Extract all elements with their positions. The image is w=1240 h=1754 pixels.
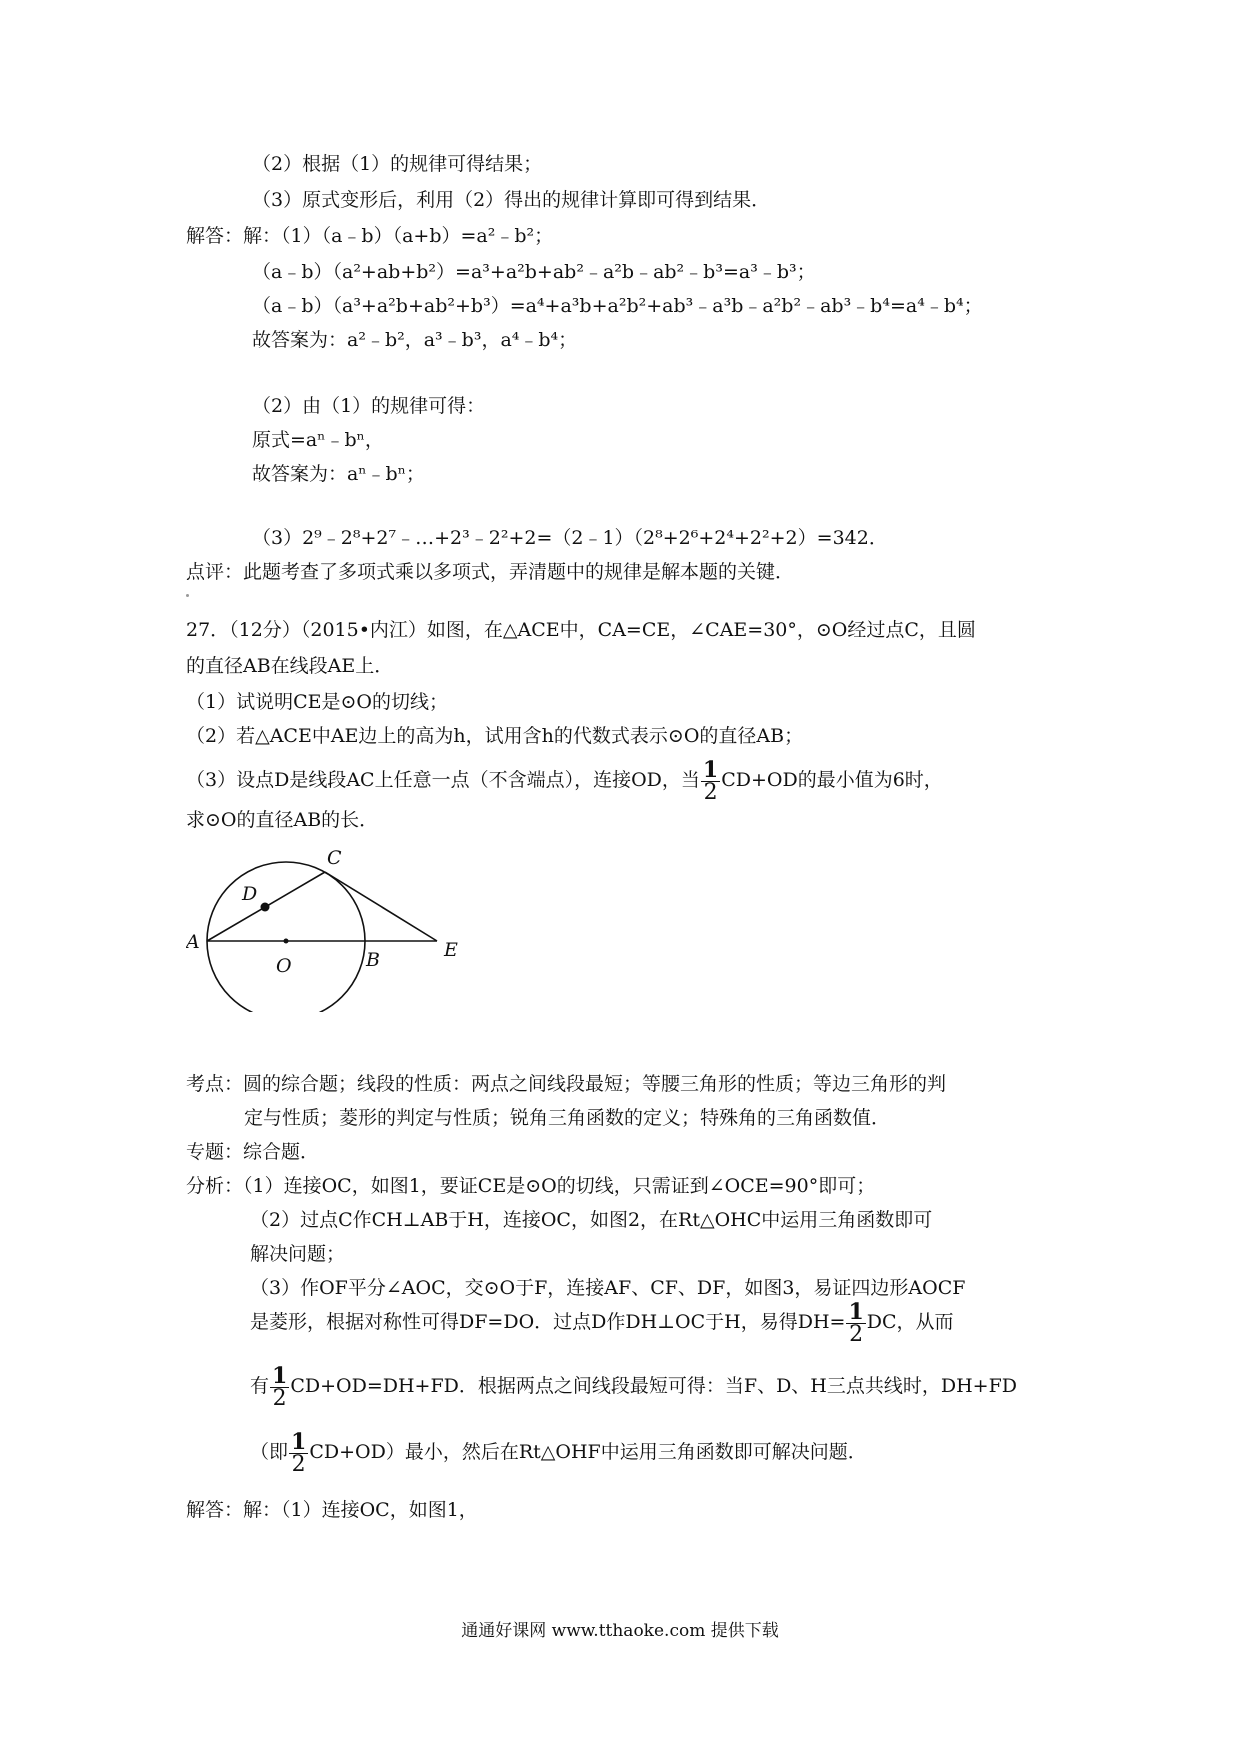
segment-ce bbox=[325, 872, 437, 941]
question-1: （1）试说明CE是⊙O的切线； bbox=[186, 691, 448, 713]
answer-2c: 故答案为：aⁿ﹣bⁿ； bbox=[252, 463, 425, 485]
fenxi-3c-pre: 有 bbox=[250, 1375, 270, 1397]
label-d: D bbox=[242, 883, 258, 905]
fenxi-block bbox=[186, 1174, 875, 1198]
circle-o bbox=[207, 862, 365, 1012]
stray-mark bbox=[186, 594, 189, 597]
answer-1d: 故答案为：a²﹣b²，a³﹣b³，a⁴﹣b⁴； bbox=[252, 329, 578, 351]
answer-1b: （a﹣b）（a²+ab+b²）=a³+a²b+ab²﹣a²b﹣ab²﹣b³=a³﹣b³； bbox=[252, 261, 816, 283]
problem-stem-line-1: 27．（12分）（2015•内江）如图，在△ACE中，CA=CE，∠CAE=30°，⊙O经过点C，且圆 bbox=[186, 619, 976, 641]
geometry-figure bbox=[186, 812, 486, 1012]
fenxi-line-1: （1）连接OC，如图1，要证CE是⊙O的切线，只需证到∠OCE=90°即可； bbox=[243, 1175, 876, 1197]
fraction-half bbox=[289, 1428, 308, 1477]
page-footer: 通通好课网 www.tthaoke.com 提供下载 bbox=[461, 1621, 779, 1641]
point-o bbox=[284, 939, 289, 944]
answer-1a: 解：（1）（a﹣b）（a+b）=a²﹣b²； bbox=[243, 225, 554, 247]
kaodian-line-1: 圆的综合题；线段的性质：两点之间线段最短；等腰三角形的性质；等边三角形的判 bbox=[243, 1073, 947, 1095]
problem-stem-line-2: 的直径AB在线段AE上． bbox=[186, 655, 394, 677]
point-d bbox=[261, 903, 270, 912]
zhuanti-block bbox=[186, 1140, 319, 1164]
fenxi-line-2b: 解决问题； bbox=[250, 1243, 346, 1265]
fraction-denominator: 2 bbox=[291, 1451, 306, 1477]
question-3 bbox=[186, 756, 943, 804]
fenxi-3d-pre: （即 bbox=[250, 1441, 289, 1463]
fenxi-3b-pre: 是菱形，根据对称性可得DF=DO．过点D作DH⊥OC于H，易得DH= bbox=[250, 1311, 846, 1333]
fraction-numerator: 1 bbox=[291, 1428, 307, 1455]
zhuanti-text: 综合题． bbox=[243, 1141, 320, 1163]
answer-label: 解答： bbox=[186, 225, 244, 247]
fenxi-3c-post: CD+OD=DH+FD．根据两点之间线段最短可得：当F、D、H三点共线时，DH+FD bbox=[290, 1375, 1018, 1397]
kaodian-line-2: 定与性质；菱形的判定与性质；锐角三角函数的定义；特殊角的三角函数值． bbox=[244, 1107, 891, 1129]
fenxi-line-3a: （3）作OF平分∠AOC，交⊙O于F，连接AF、CF、DF，如图3，易证四边形AOCF bbox=[250, 1277, 966, 1299]
label-a: A bbox=[186, 931, 200, 953]
label-e: E bbox=[444, 939, 458, 961]
question-3-end: 求⊙O的直径AB的长． bbox=[186, 809, 379, 831]
fraction-numerator: 1 bbox=[272, 1362, 288, 1389]
label-b: B bbox=[366, 949, 380, 971]
comment-text: 此题考查了多项式乘以多项式，弄清题中的规律是解本题的关键． bbox=[243, 561, 795, 583]
kaodian-label: 考点： bbox=[186, 1073, 244, 1095]
kaodian-block bbox=[186, 1072, 946, 1096]
fraction-numerator: 1 bbox=[702, 756, 719, 783]
fraction-numerator: 1 bbox=[848, 1298, 864, 1325]
answer-2b: 原式=aⁿ﹣bⁿ， bbox=[252, 429, 384, 451]
comment-block bbox=[186, 560, 794, 584]
fenxi-3b-post: DC，从而 bbox=[866, 1311, 954, 1333]
analysis-step-2: （2）根据（1）的规律可得结果； bbox=[252, 153, 543, 175]
question-2: （2）若△ACE中AE边上的高为h，试用含h的代数式表示⊙O的直径AB； bbox=[186, 725, 804, 747]
answer-1c: （a﹣b）（a³+a²b+ab²+b³）=a⁴+a³b+a²b²+ab³﹣a³b﹣a²b²﹣ab³﹣b⁴=a⁴﹣b⁴； bbox=[252, 295, 983, 317]
fenxi-line-2a: （2）过点C作CH⊥AB于H，连接OC，如图2，在Rt△OHC中运用三角函数即可 bbox=[250, 1209, 933, 1231]
fenxi-line-3c bbox=[250, 1362, 1017, 1410]
fraction-half bbox=[846, 1298, 865, 1347]
answer-block bbox=[186, 224, 553, 248]
fraction-half bbox=[270, 1362, 289, 1411]
fraction-half bbox=[701, 756, 720, 805]
fenxi-line-3d bbox=[250, 1428, 867, 1476]
question-3-post: CD+OD的最小值为6时， bbox=[721, 769, 943, 791]
label-o: O bbox=[276, 955, 292, 977]
jieda-label: 解答： bbox=[186, 1499, 244, 1521]
fraction-denominator: 2 bbox=[849, 1321, 864, 1347]
comment-label: 点评： bbox=[186, 561, 244, 583]
fenxi-3d-post: CD+OD）最小，然后在Rt△OHF中运用三角函数即可解决问题． bbox=[309, 1441, 867, 1463]
jieda-block bbox=[186, 1498, 478, 1522]
answer-3: （3）2⁹﹣2⁸+2⁷﹣…+2³﹣2²+2=（2﹣1）（2⁸+2⁶+2⁴+2²+2）=342． bbox=[252, 527, 888, 549]
fenxi-line-3b bbox=[250, 1298, 954, 1346]
analysis-step-3: （3）原式变形后，利用（2）得出的规律计算即可得到结果． bbox=[252, 189, 771, 211]
jieda-line-1: 解：（1）连接OC，如图1， bbox=[243, 1499, 478, 1521]
fenxi-label: 分析： bbox=[186, 1175, 244, 1197]
fraction-denominator: 2 bbox=[703, 779, 718, 805]
label-c: C bbox=[327, 847, 342, 869]
zhuanti-label: 专题： bbox=[186, 1141, 244, 1163]
answer-2a: （2）由（1）的规律可得： bbox=[252, 395, 486, 417]
fraction-denominator: 2 bbox=[272, 1385, 287, 1411]
question-3-pre: （3）设点D是线段AC上任意一点（不含端点），连接OD，当 bbox=[186, 769, 700, 791]
